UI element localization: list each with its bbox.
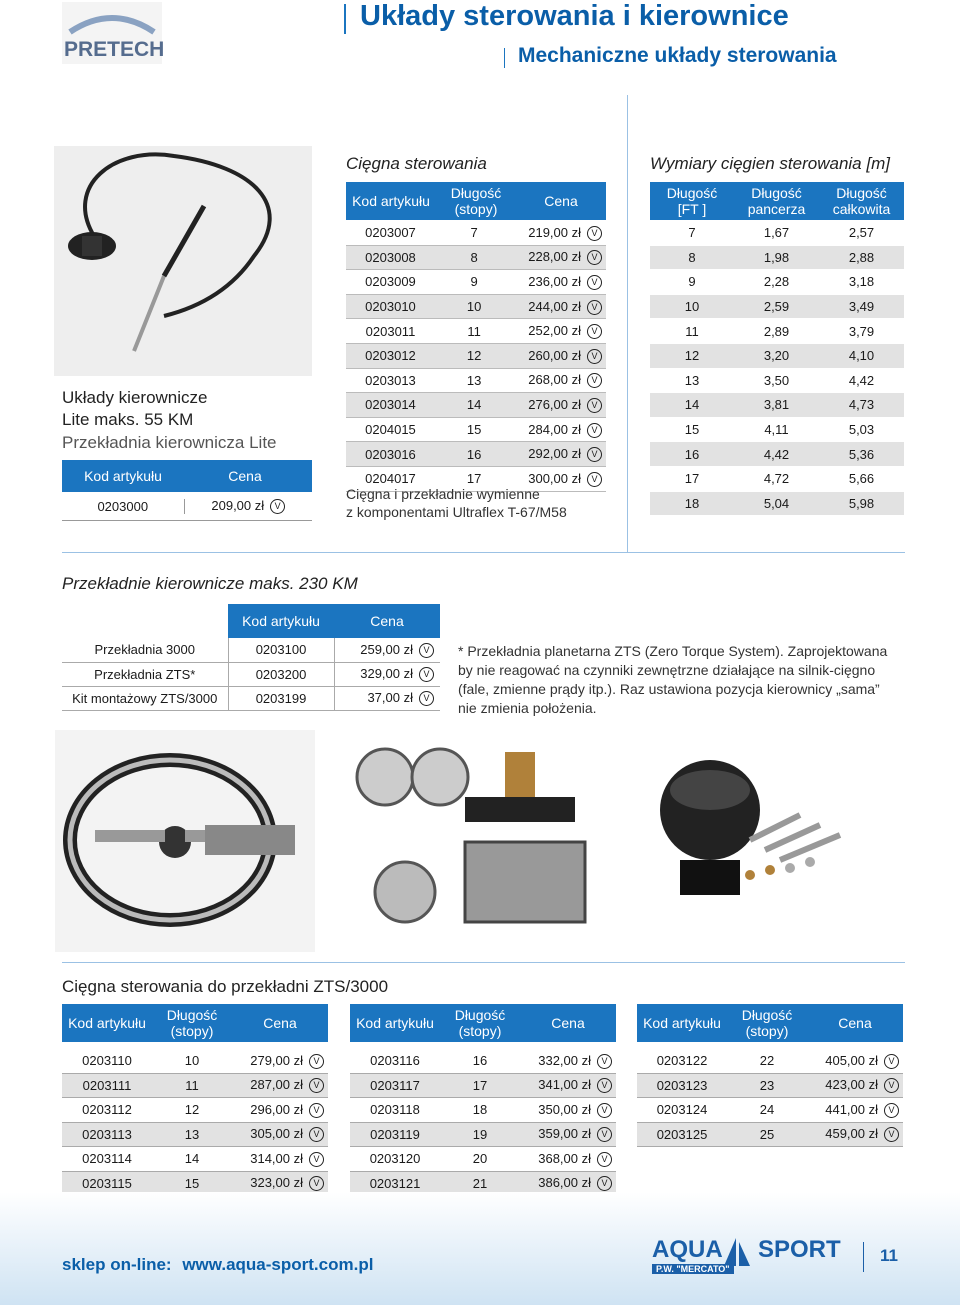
gear-name: Przekładnia ZTS* bbox=[62, 662, 228, 686]
v-icon: V bbox=[597, 1078, 612, 1093]
zts-code: 0203121 bbox=[350, 1171, 440, 1196]
table-row bbox=[350, 1122, 616, 1147]
brand-aqua: AQUA bbox=[652, 1236, 723, 1263]
cable-price-cell bbox=[513, 417, 606, 442]
dim-total: 5,36 bbox=[819, 442, 904, 467]
cable-price-cell bbox=[513, 442, 606, 467]
v-icon: V bbox=[597, 1127, 612, 1142]
dim-armor: 4,42 bbox=[734, 442, 819, 467]
gear-price-cell bbox=[334, 638, 440, 662]
cables-table-header bbox=[346, 182, 606, 220]
zts-code: 0203123 bbox=[637, 1073, 727, 1098]
table-row bbox=[62, 662, 440, 686]
cables-table bbox=[346, 221, 606, 492]
zts-table-1 bbox=[62, 1004, 328, 1196]
zts-price: 386,00 zł bbox=[538, 1175, 591, 1191]
dim-armor: 4,72 bbox=[734, 466, 819, 491]
cable-code: 0203016 bbox=[346, 442, 435, 467]
gears-title: Przekładnie kierownicze maks. 230 KM bbox=[62, 574, 358, 593]
v-icon: V bbox=[587, 324, 602, 339]
gearbox-image bbox=[345, 742, 625, 942]
zts-table-header bbox=[350, 1004, 616, 1042]
cables-title: Cięgna sterowania bbox=[346, 154, 487, 173]
lite-col-price: Cena bbox=[228, 468, 262, 484]
zts-length: 11 bbox=[152, 1073, 232, 1098]
zts-price: 323,00 zł bbox=[250, 1175, 303, 1191]
dim-armor: 3,50 bbox=[734, 368, 819, 393]
gears-col-price: Cena bbox=[334, 604, 440, 638]
lite-title: Układy kierownicze bbox=[62, 388, 208, 407]
zts-length: 12 bbox=[152, 1098, 232, 1123]
zts-price-cell bbox=[520, 1098, 616, 1123]
dim-ft: 15 bbox=[650, 417, 734, 442]
dims-table bbox=[650, 221, 904, 516]
table-row bbox=[62, 638, 440, 662]
table-row bbox=[650, 368, 904, 393]
table-row bbox=[650, 294, 904, 319]
zts-length: 21 bbox=[440, 1171, 520, 1196]
steering-wheel-image bbox=[55, 730, 315, 952]
cables-note-2: z komponentami Ultraflex T-67/M58 bbox=[346, 504, 567, 520]
table-row bbox=[637, 1098, 903, 1123]
table-row bbox=[62, 1073, 328, 1098]
cable-price: 300,00 zł bbox=[528, 470, 581, 486]
cable-length: 10 bbox=[435, 294, 513, 319]
lite-table-header bbox=[62, 460, 312, 492]
dim-ft: 13 bbox=[650, 368, 734, 393]
table-row bbox=[650, 245, 904, 270]
zts-price: 287,00 zł bbox=[250, 1077, 303, 1093]
cable-code: 0203014 bbox=[346, 393, 435, 418]
cable-code: 0204015 bbox=[346, 417, 435, 442]
cable-length: 11 bbox=[435, 319, 513, 344]
cable-code: 0203011 bbox=[346, 319, 435, 344]
cable-length: 7 bbox=[435, 221, 513, 245]
zts-table-header bbox=[637, 1004, 903, 1042]
mounting-kit-image bbox=[640, 750, 910, 940]
dim-total: 5,66 bbox=[819, 466, 904, 491]
v-icon: V bbox=[309, 1103, 324, 1118]
table-row bbox=[346, 221, 606, 245]
v-icon: V bbox=[587, 300, 602, 315]
zts-col-price: Cena bbox=[838, 1015, 872, 1031]
zts-price: 341,00 zł bbox=[538, 1077, 591, 1093]
v-icon: V bbox=[597, 1176, 612, 1191]
table-row bbox=[346, 393, 606, 418]
table-row bbox=[350, 1049, 616, 1073]
zts-price-cell bbox=[232, 1098, 328, 1123]
zts-code: 0203122 bbox=[637, 1049, 727, 1073]
zts-length: 13 bbox=[152, 1122, 232, 1147]
cable-price-cell bbox=[513, 270, 606, 295]
zts-code: 0203114 bbox=[62, 1147, 152, 1172]
zts-price: 368,00 zł bbox=[538, 1150, 591, 1166]
zts-length: 23 bbox=[727, 1073, 807, 1098]
zts-code: 0203112 bbox=[62, 1098, 152, 1123]
dim-ft: 8 bbox=[650, 245, 734, 270]
table-row bbox=[346, 319, 606, 344]
zts-price-cell bbox=[520, 1073, 616, 1098]
v-icon: V bbox=[587, 447, 602, 462]
dim-total: 4,42 bbox=[819, 368, 904, 393]
v-icon: V bbox=[597, 1152, 612, 1167]
table-row bbox=[650, 343, 904, 368]
pretech-swoosh-icon bbox=[62, 2, 162, 42]
v-icon: V bbox=[309, 1176, 324, 1191]
cable-price: 276,00 zł bbox=[528, 396, 581, 412]
dim-armor: 2,28 bbox=[734, 270, 819, 295]
zts-price: 423,00 zł bbox=[825, 1077, 878, 1093]
table-row bbox=[650, 221, 904, 245]
v-icon: V bbox=[419, 691, 434, 706]
zts-length: 24 bbox=[727, 1098, 807, 1123]
dim-armor: 1,98 bbox=[734, 245, 819, 270]
zts-length: 25 bbox=[727, 1122, 807, 1147]
table-row bbox=[62, 1122, 328, 1147]
brand-sub: P.W. "MERCATO" bbox=[652, 1264, 734, 1274]
dim-armor: 1,67 bbox=[734, 221, 819, 245]
shop-link[interactable] bbox=[62, 1255, 373, 1275]
zts-col-code: Kod artykułu bbox=[68, 1015, 146, 1031]
v-icon: V bbox=[587, 373, 602, 388]
zts-price-cell bbox=[807, 1098, 903, 1123]
dim-total: 3,49 bbox=[819, 294, 904, 319]
cable-code: 0203008 bbox=[346, 245, 435, 270]
cable-length: 13 bbox=[435, 368, 513, 393]
dim-ft: 10 bbox=[650, 294, 734, 319]
zts-price: 359,00 zł bbox=[538, 1126, 591, 1142]
aqua-sport-logo bbox=[650, 1236, 840, 1276]
zts-price: 279,00 zł bbox=[250, 1052, 303, 1068]
table-row bbox=[346, 294, 606, 319]
table-row bbox=[346, 417, 606, 442]
cable-price: 236,00 zł bbox=[528, 273, 581, 289]
v-icon: V bbox=[587, 423, 602, 438]
zts-col-code: Kod artykułu bbox=[643, 1015, 721, 1031]
v-icon: V bbox=[419, 667, 434, 682]
table-row bbox=[346, 368, 606, 393]
zts-col-length: Długość (stopy) bbox=[741, 1007, 793, 1039]
zts-code: 0203116 bbox=[350, 1049, 440, 1073]
zts-code: 0203119 bbox=[350, 1122, 440, 1147]
cables-col-length: Długość (stopy) bbox=[450, 185, 502, 217]
gear-price-cell bbox=[334, 686, 440, 710]
cable-price: 268,00 zł bbox=[528, 372, 581, 388]
zts-price: 405,00 zł bbox=[825, 1052, 878, 1068]
v-icon: V bbox=[597, 1103, 612, 1118]
cable-price-cell bbox=[513, 221, 606, 245]
cable-price: 292,00 zł bbox=[528, 446, 581, 462]
v-icon: V bbox=[884, 1103, 899, 1118]
dims-col-total: Długość całkowita bbox=[832, 185, 891, 217]
lite-subtitle: Przekładnia kierownicza Lite bbox=[62, 433, 277, 452]
table-row bbox=[650, 417, 904, 442]
cable-price: 284,00 zł bbox=[528, 421, 581, 437]
zts-code: 0203120 bbox=[350, 1147, 440, 1172]
dim-total: 2,88 bbox=[819, 245, 904, 270]
table-row bbox=[350, 1098, 616, 1123]
dim-ft: 17 bbox=[650, 466, 734, 491]
zts-code: 0203111 bbox=[62, 1073, 152, 1098]
cable-length: 17 bbox=[435, 466, 513, 491]
v-icon: V bbox=[309, 1054, 324, 1069]
table-row bbox=[346, 442, 606, 467]
cable-price: 228,00 zł bbox=[528, 249, 581, 265]
dim-total: 5,98 bbox=[819, 491, 904, 516]
cable-length: 12 bbox=[435, 343, 513, 368]
gear-price-cell bbox=[334, 662, 440, 686]
gear-price: 329,00 zł bbox=[360, 665, 413, 681]
gear-code: 0203199 bbox=[228, 686, 334, 710]
shop-label: sklep on-line: bbox=[62, 1255, 172, 1274]
cable-length: 8 bbox=[435, 245, 513, 270]
zts-table-header bbox=[62, 1004, 328, 1042]
zts-code: 0203115 bbox=[62, 1171, 152, 1196]
gears-col-code: Kod artykułu bbox=[228, 604, 334, 638]
dim-ft: 12 bbox=[650, 343, 734, 368]
zts-length: 18 bbox=[440, 1098, 520, 1123]
zts-col-length: Długość (stopy) bbox=[166, 1007, 218, 1039]
v-icon: V bbox=[587, 250, 602, 265]
zts-price-cell bbox=[232, 1122, 328, 1147]
zts-length: 16 bbox=[440, 1049, 520, 1073]
v-icon: V bbox=[587, 398, 602, 413]
zts-code: 0203124 bbox=[637, 1098, 727, 1123]
v-icon: V bbox=[309, 1078, 324, 1093]
zts-price: 332,00 zł bbox=[538, 1052, 591, 1068]
dim-ft: 14 bbox=[650, 393, 734, 418]
zts-price: 305,00 zł bbox=[250, 1126, 303, 1142]
cable-code: 0204017 bbox=[346, 466, 435, 491]
page-subtitle: Mechaniczne układy sterowania bbox=[518, 44, 837, 67]
gear-name: Kit montażowy ZTS/3000 bbox=[62, 686, 228, 710]
dim-armor: 2,89 bbox=[734, 319, 819, 344]
table-row bbox=[650, 393, 904, 418]
gear-price: 37,00 zł bbox=[367, 689, 413, 705]
zts-code: 0203113 bbox=[62, 1122, 152, 1147]
v-icon: V bbox=[270, 499, 285, 514]
zts-table-3 bbox=[637, 1004, 903, 1147]
zts-price: 441,00 zł bbox=[825, 1101, 878, 1117]
table-row bbox=[650, 491, 904, 516]
cable-length: 15 bbox=[435, 417, 513, 442]
lite-table-row bbox=[62, 492, 312, 521]
table-row bbox=[637, 1073, 903, 1098]
dim-total: 4,73 bbox=[819, 393, 904, 418]
cable-code: 0203007 bbox=[346, 221, 435, 245]
lite-code: 0203000 bbox=[62, 499, 185, 514]
v-icon: V bbox=[309, 1127, 324, 1142]
table-row bbox=[650, 319, 904, 344]
cable-price: 260,00 zł bbox=[528, 347, 581, 363]
dims-table-header bbox=[650, 182, 904, 220]
gear-name: Przekładnia 3000 bbox=[62, 638, 228, 662]
zts-length: 14 bbox=[152, 1147, 232, 1172]
dim-armor: 2,59 bbox=[734, 294, 819, 319]
cables-col-price: Cena bbox=[544, 193, 578, 209]
cable-price: 252,00 zł bbox=[528, 323, 581, 339]
zts-price-cell bbox=[520, 1147, 616, 1172]
v-icon: V bbox=[587, 349, 602, 364]
v-icon: V bbox=[587, 226, 602, 241]
zts-code: 0203110 bbox=[62, 1049, 152, 1073]
shop-url[interactable]: www.aqua-sport.com.pl bbox=[182, 1255, 374, 1274]
table-row bbox=[350, 1073, 616, 1098]
gears-table bbox=[62, 604, 440, 711]
cable-code: 0203009 bbox=[346, 270, 435, 295]
table-row bbox=[346, 343, 606, 368]
zts-price-cell bbox=[520, 1122, 616, 1147]
table-row bbox=[650, 442, 904, 467]
cable-price: 219,00 zł bbox=[528, 224, 581, 240]
cable-price: 244,00 zł bbox=[528, 298, 581, 314]
dims-col-armor: Długość pancerza bbox=[747, 185, 806, 217]
zts-price-cell bbox=[807, 1122, 903, 1147]
zts-col-price: Cena bbox=[551, 1015, 585, 1031]
cable-code: 0203013 bbox=[346, 368, 435, 393]
zts-price-cell bbox=[807, 1049, 903, 1073]
dim-armor: 5,04 bbox=[734, 491, 819, 516]
v-icon: V bbox=[884, 1054, 899, 1069]
table-row bbox=[346, 245, 606, 270]
page-title: Układy sterowania i kierownice bbox=[360, 0, 789, 32]
v-icon: V bbox=[419, 643, 434, 658]
dims-title: Wymiary cięgien sterowania [m] bbox=[650, 154, 890, 173]
gear-code: 0203200 bbox=[228, 662, 334, 686]
zts-table-2 bbox=[350, 1004, 616, 1196]
zts-length: 19 bbox=[440, 1122, 520, 1147]
dim-ft: 18 bbox=[650, 491, 734, 516]
v-icon: V bbox=[597, 1054, 612, 1069]
table-row bbox=[62, 1147, 328, 1172]
pretech-logo bbox=[62, 2, 165, 64]
steering-cable-image bbox=[54, 146, 312, 376]
cable-code: 0203010 bbox=[346, 294, 435, 319]
page-number: 11 bbox=[880, 1246, 898, 1265]
dim-ft: 11 bbox=[650, 319, 734, 344]
cable-price-cell bbox=[513, 294, 606, 319]
cable-length: 9 bbox=[435, 270, 513, 295]
dim-ft: 7 bbox=[650, 221, 734, 245]
cable-price-cell bbox=[513, 343, 606, 368]
zts-code: 0203125 bbox=[637, 1122, 727, 1147]
lite-col-code: Kod artykułu bbox=[84, 468, 162, 484]
dim-total: 3,18 bbox=[819, 270, 904, 295]
table-row bbox=[346, 270, 606, 295]
cable-photo-box bbox=[54, 146, 312, 376]
zts-price: 314,00 zł bbox=[250, 1150, 303, 1166]
zts-price: 459,00 zł bbox=[825, 1126, 878, 1142]
v-icon: V bbox=[884, 1127, 899, 1142]
dim-ft: 16 bbox=[650, 442, 734, 467]
zts-code: 0203117 bbox=[350, 1073, 440, 1098]
dim-ft: 9 bbox=[650, 270, 734, 295]
zts-length: 17 bbox=[440, 1073, 520, 1098]
dim-armor: 4,11 bbox=[734, 417, 819, 442]
table-row bbox=[637, 1122, 903, 1147]
zts-price-cell bbox=[232, 1073, 328, 1098]
zts-length: 20 bbox=[440, 1147, 520, 1172]
cable-price-cell bbox=[513, 245, 606, 270]
zts-code: 0203118 bbox=[350, 1098, 440, 1123]
zts-price-cell bbox=[520, 1049, 616, 1073]
zts-price-cell bbox=[807, 1073, 903, 1098]
table-row bbox=[350, 1147, 616, 1172]
table-row bbox=[62, 1049, 328, 1073]
cable-code: 0203012 bbox=[346, 343, 435, 368]
dim-total: 5,03 bbox=[819, 417, 904, 442]
cable-price-cell bbox=[513, 319, 606, 344]
zts-length: 15 bbox=[152, 1171, 232, 1196]
zts-price-cell bbox=[232, 1049, 328, 1073]
dim-total: 2,57 bbox=[819, 221, 904, 245]
table-row bbox=[650, 466, 904, 491]
zts-col-code: Kod artykułu bbox=[356, 1015, 434, 1031]
table-row bbox=[62, 1098, 328, 1123]
lite-price: 209,00 zł bbox=[211, 497, 265, 513]
zts-col-price: Cena bbox=[263, 1015, 297, 1031]
cables-note-1: Cięgna i przekładnie wymienne bbox=[346, 486, 540, 502]
table-row bbox=[637, 1049, 903, 1073]
cables-col-code: Kod artykułu bbox=[352, 193, 430, 209]
v-icon: V bbox=[587, 275, 602, 290]
zts-title: Cięgna sterowania do przekładni ZTS/3000 bbox=[62, 977, 389, 996]
lite-title-2: Lite maks. 55 KM bbox=[62, 410, 194, 429]
zts-col-length: Długość (stopy) bbox=[454, 1007, 506, 1039]
table-row bbox=[62, 686, 440, 710]
zts-price-cell bbox=[232, 1147, 328, 1172]
zts-length: 10 bbox=[152, 1049, 232, 1073]
zts-price: 296,00 zł bbox=[250, 1101, 303, 1117]
dim-armor: 3,20 bbox=[734, 343, 819, 368]
cable-length: 16 bbox=[435, 442, 513, 467]
table-row bbox=[650, 270, 904, 295]
cable-price-cell bbox=[513, 368, 606, 393]
dims-col-ft: Długość [FT ] bbox=[666, 185, 718, 217]
cable-price-cell bbox=[513, 393, 606, 418]
gear-price: 259,00 zł bbox=[360, 641, 413, 657]
dim-total: 3,79 bbox=[819, 319, 904, 344]
dim-armor: 3,81 bbox=[734, 393, 819, 418]
v-icon: V bbox=[587, 472, 602, 487]
dim-total: 4,10 bbox=[819, 343, 904, 368]
brand-sport: SPORT bbox=[758, 1236, 841, 1263]
cable-length: 14 bbox=[435, 393, 513, 418]
gear-code: 0203100 bbox=[228, 638, 334, 662]
pretech-logo-text: PRETECH bbox=[64, 38, 165, 61]
zts-length: 22 bbox=[727, 1049, 807, 1073]
v-icon: V bbox=[309, 1152, 324, 1167]
gears-footnote: * Przekładnia planetarna ZTS (Zero Torque System). Zaprojektowana by nie reagować na czynniki zewnętrzne działające na silnik-cięgno (fale, zmienne prądy itp.). Raz ustawiona pozycja kierownicy „sama” nie zmienia położenia. bbox=[458, 643, 888, 716]
zts-price: 350,00 zł bbox=[538, 1101, 591, 1117]
v-icon: V bbox=[884, 1078, 899, 1093]
